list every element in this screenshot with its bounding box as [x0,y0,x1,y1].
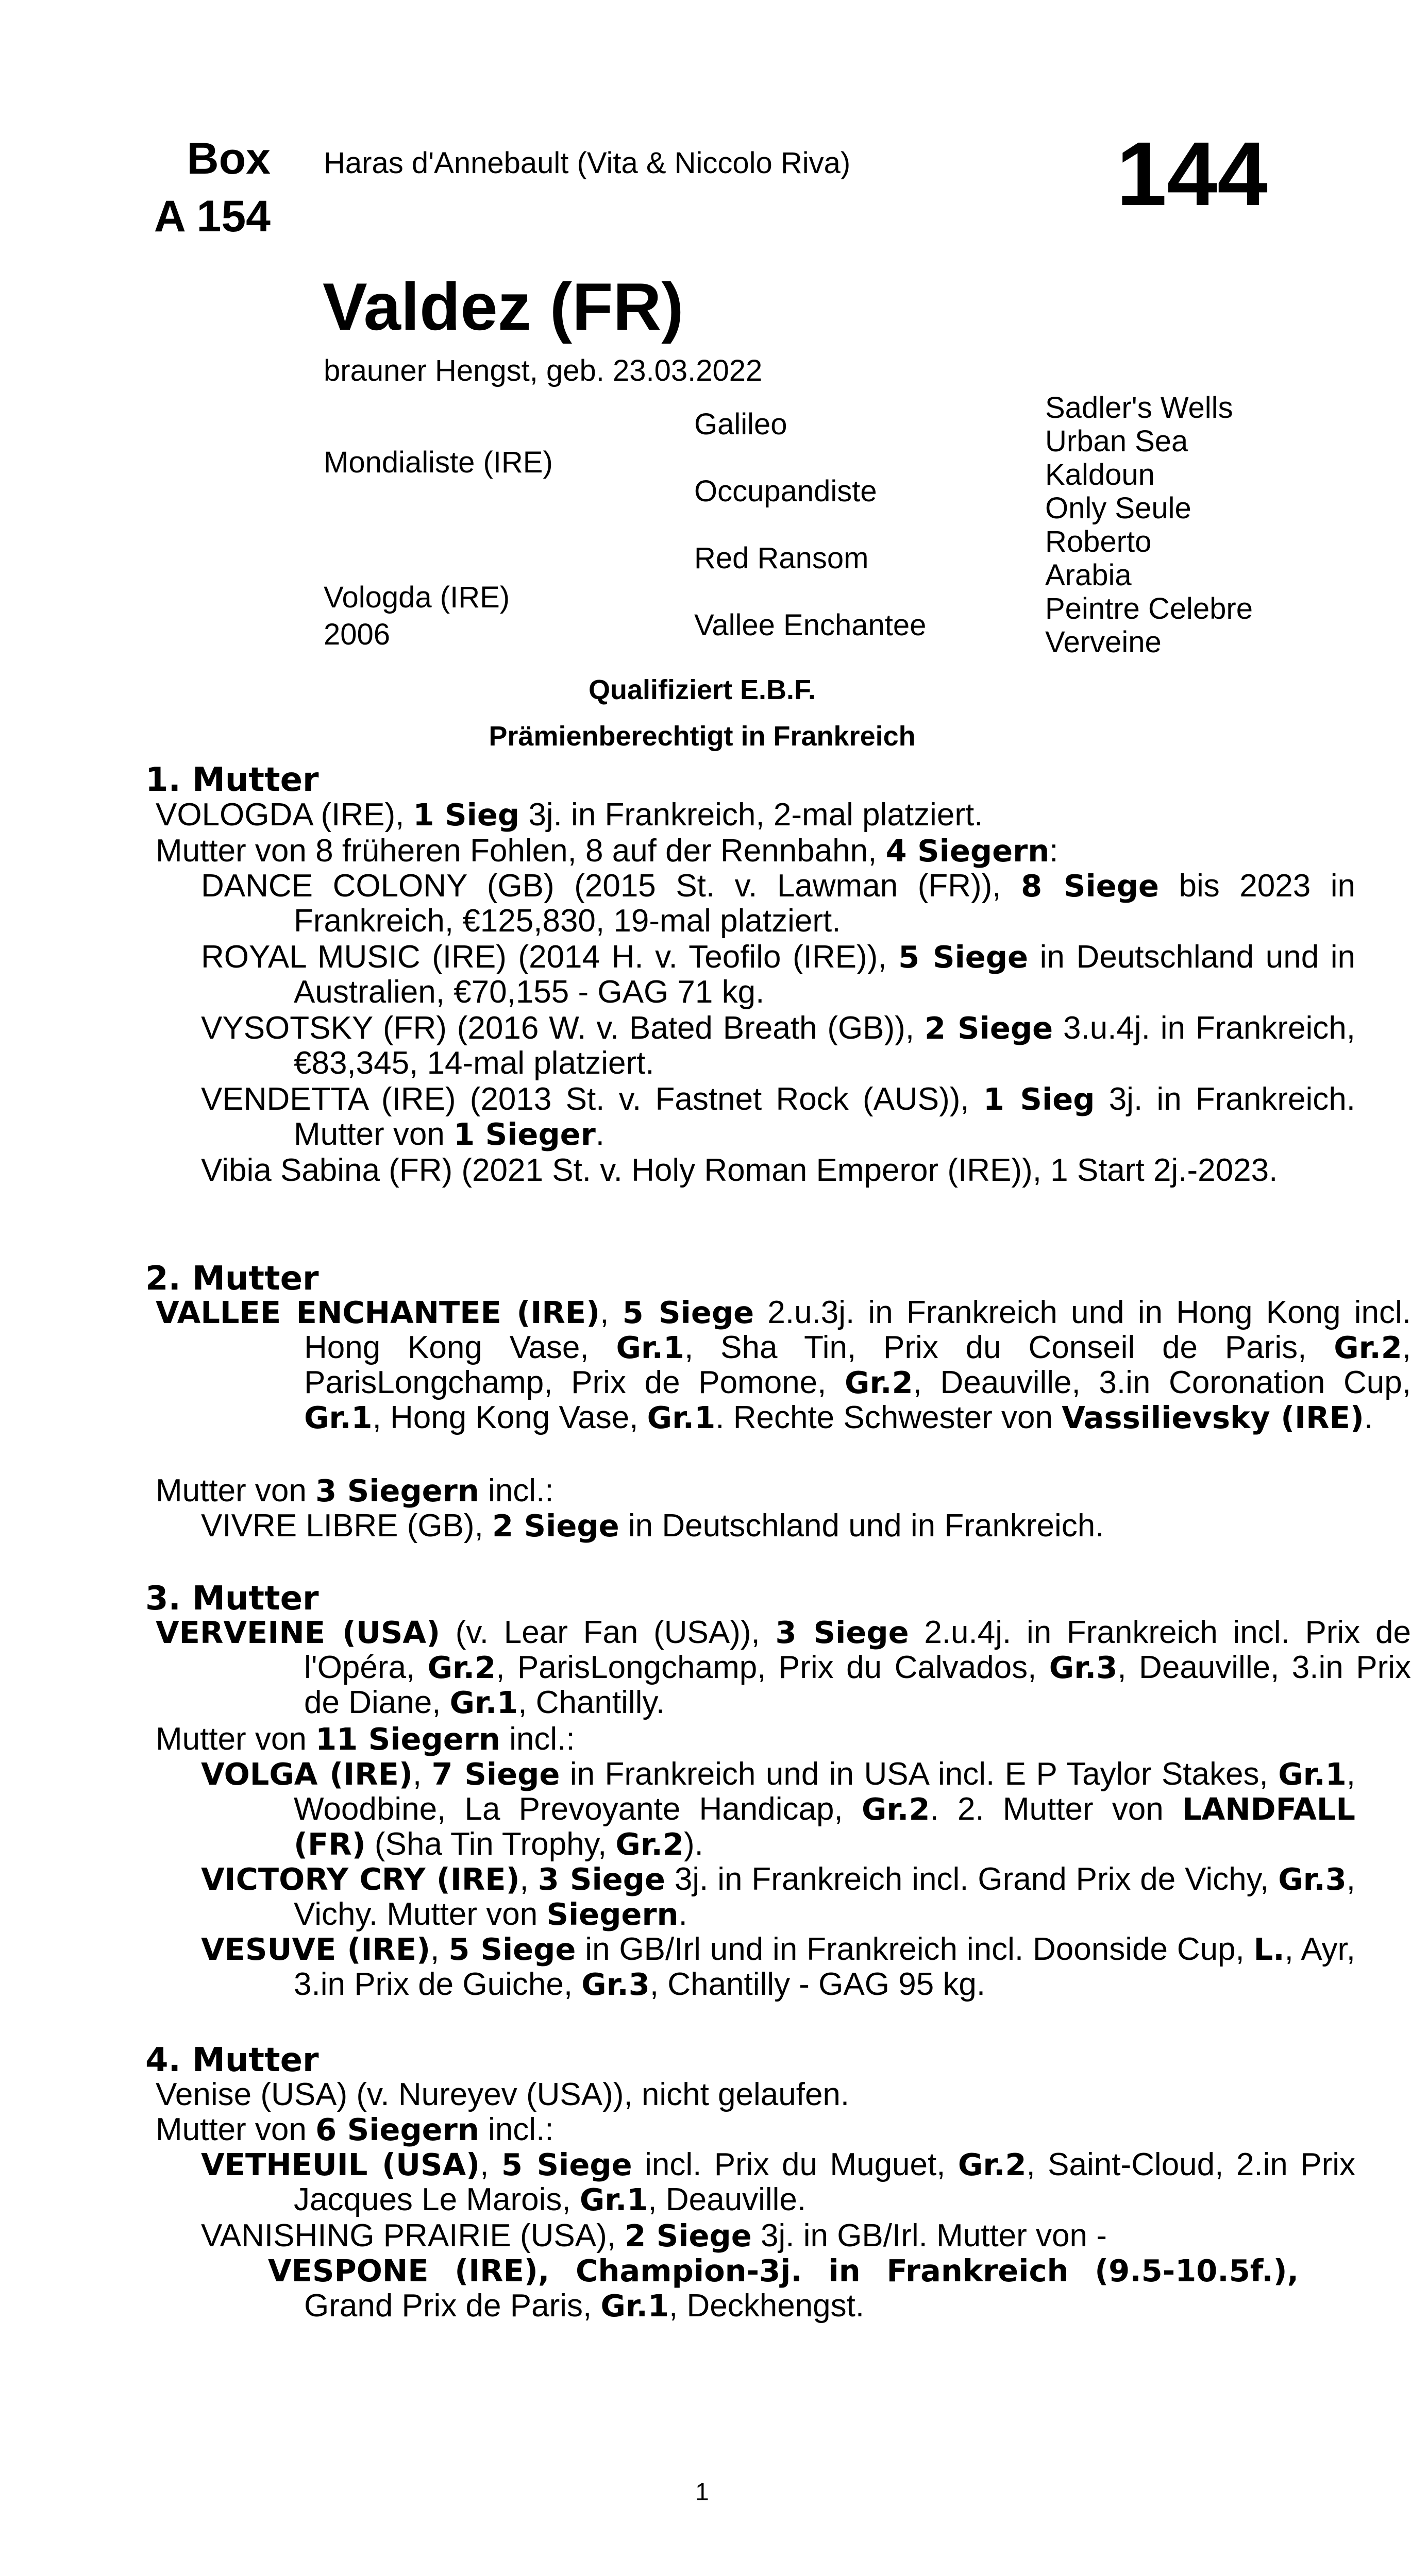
third-dam-record: VERVEINE (USA) (v. Lear Fan (USA)), 3 Siege 2.u.4j. in Frankreich incl. Prix de l'Opéra, Gr.2, ParisLongchamp, Prix du Calvados, Gr.3, Deauville, 3.in Prix de Diane, Gr.1, Chantilly. [156,1615,1411,1720]
section-first-dam-title: 1. Mutter [145,761,319,799]
horse-name: Valdez (FR) [323,269,684,344]
dam: Vologda (IRE) [324,581,510,614]
qualification-praemien: Prämienberechtigt in Frankreich [489,721,916,752]
fourth-dam-produce-entry-1: VETHEUIL (USA), 5 Siege incl. Prix du Muguet, Gr.2, Saint-Cloud, 2.in Prix Jacques Le Marois, Gr.1, Deauville. [201,2147,1356,2217]
owner: Haras d'Annebault (Vita & Niccolo Riva) [324,146,851,180]
third-dam-produce-entry-3: VESUVE (IRE), 5 Siege in GB/Irl und in Frankreich incl. Doonside Cup, L., Ayr, 3.in Prix de Guiche, Gr.3, Chantilly - GAG 95 kg. [201,1931,1356,2002]
lot-number: 144 [1116,124,1268,225]
fourth-gen-6: Arabia [1045,558,1132,592]
second-dam-produce-entry-1: VIVRE LIBRE (GB), 2 Siege in Deutschland und in Frankreich. [201,1508,1104,1544]
fourth-gen-5: Roberto [1045,525,1152,558]
section-second-dam-title: 2. Mutter [145,1260,319,1298]
second-dam-record: VALLEE ENCHANTEE (IRE), 5 Siege 2.u.3j. in Frankreich und in Hong Kong incl. Hong Kong Vase, Gr.1, Sha Tin, Prix du Conseil de Paris, Gr.2, ParisLongchamp, Prix de Pomone, Gr.2, Deauville, 3.in Coronation Cup, Gr.1, Hong Kong Vase, Gr.1. Rechte Schwester von Vassilievsky (IRE). [156,1295,1411,1435]
fourth-gen-7: Peintre Celebre [1045,592,1253,625]
fourth-gen-8: Verveine [1045,625,1162,659]
horse-description: brauner Hengst, geb. 23.03.2022 [324,354,763,387]
fourth-gen-3: Kaldoun [1045,458,1155,492]
fourth-dam-produce: Mutter von 6 Siegern incl.: [156,2112,554,2147]
second-dam-produce: Mutter von 3 Siegern incl.: [156,1473,554,1509]
sire-sire: Galileo [694,408,787,441]
fourth-gen-2: Urban Sea [1045,425,1188,458]
fourth-gen-1: Sadler's Wells [1045,391,1233,425]
third-dam-produce: Mutter von 11 Siegern incl.: [156,1721,575,1757]
box-number: A 154 [154,192,271,241]
section-fourth-dam-title: 4. Mutter [145,2041,319,2079]
fourth-dam-produce-entry-3: VESPONE (IRE), Champion-3j. in Frankreich (9.5-10.5f.), Grand Prix de Paris, Gr.1, Deckhengst. [268,2253,1299,2324]
fourth-dam-produce-entry-2: VANISHING PRAIRIE (USA), 2 Siege 3j. in GB/Irl. Mutter von - [201,2218,1107,2253]
first-dam-produce-entry-2: ROYAL MUSIC (IRE) (2014 H. v. Teofilo (IRE)), 5 Siege in Deutschland und in Australien, €70,155 - GAG 71 kg. [201,939,1356,1010]
first-dam-produce-entry-4: VENDETTA (IRE) (2013 St. v. Fastnet Rock (AUS)), 1 Sieg 3j. in Frankreich. Mutter von 1 Sieger. [201,1081,1356,1152]
box-label: Box [187,134,271,183]
fourth-dam-intro: Venise (USA) (v. Nureyev (USA)), nicht gelaufen. [156,2077,850,2112]
first-dam-produce: Mutter von 8 früheren Fohlen, 8 auf der Rennbahn, 4 Siegern: [156,833,1059,869]
dam-dam: Vallee Enchantee [694,608,927,642]
fourth-gen-4: Only Seule [1045,492,1191,525]
first-dam-produce-entry-1: DANCE COLONY (GB) (2015 St. v. Lawman (FR)), 8 Siege bis 2023 in Frankreich, €125,830, 19-mal platziert. [201,868,1355,939]
first-dam-intro: VOLOGDA (IRE), 1 Sieg 3j. in Frankreich, 2-mal platziert. [156,797,983,833]
dam-year: 2006 [324,618,391,651]
first-dam-produce-entry-5: Vibia Sabina (FR) (2021 St. v. Holy Roman Emperor (IRE)), 1 Start 2j.-2023. [201,1153,1278,1188]
section-third-dam-title: 3. Mutter [145,1580,319,1618]
first-dam-produce-entry-3: VYSOTSKY (FR) (2016 W. v. Bated Breath (GB)), 2 Siege 3.u.4j. in Frankreich, €83,345, 14-mal platziert. [201,1010,1355,1081]
sire: Mondialiste (IRE) [324,446,553,479]
third-dam-produce-entry-1: VOLGA (IRE), 7 Siege in Frankreich und in USA incl. E P Taylor Stakes, Gr.1, Woodbine, La Prevoyante Handicap, Gr.2. 2. Mutter von LANDFALL (FR) (Sha Tin Trophy, Gr.2). [201,1756,1355,1862]
dam-sire: Red Ransom [694,541,869,575]
page-number: 1 [695,2479,709,2506]
sire-dam: Occupandiste [694,474,877,508]
qualification-ebf: Qualifiziert E.B.F. [588,674,816,705]
third-dam-produce-entry-2: VICTORY CRY (IRE), 3 Siege 3j. in Frankreich incl. Grand Prix de Vichy, Gr.3, Vichy. Mutter von Siegern. [201,1861,1355,1932]
